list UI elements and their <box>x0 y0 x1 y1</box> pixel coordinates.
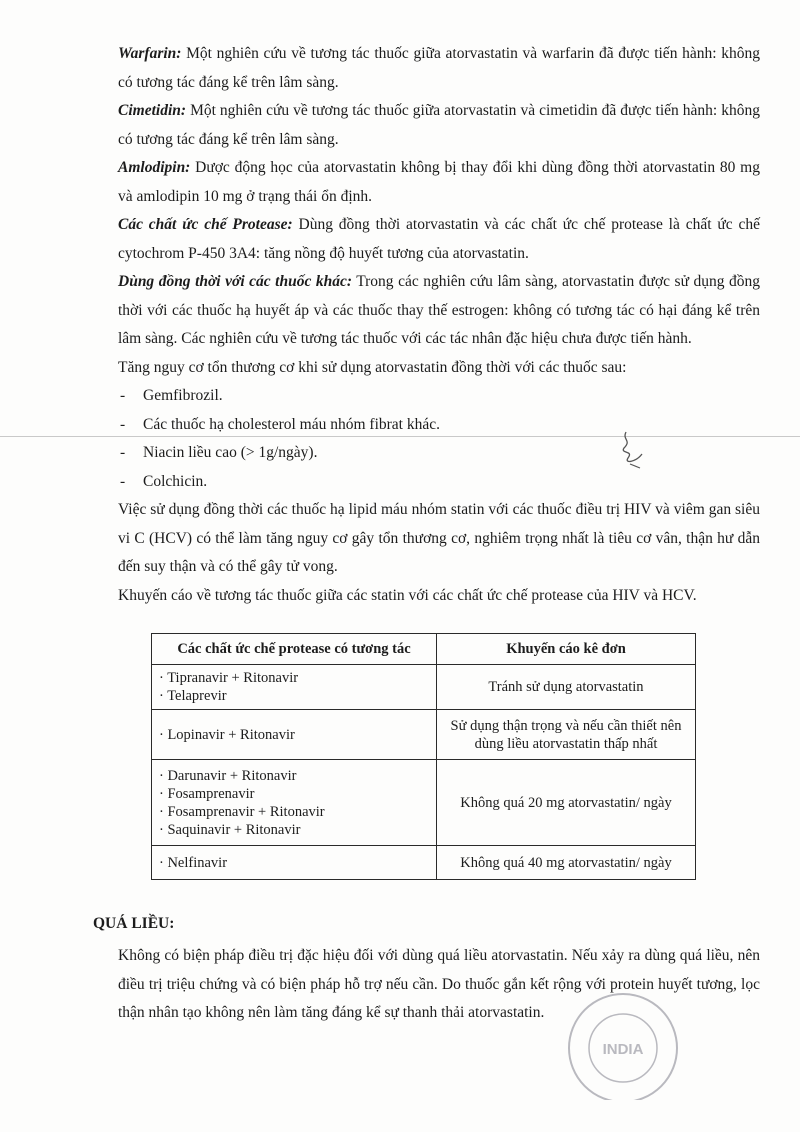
overdose-paragraph: Không có biện pháp điều trị đặc hiệu đối với dùng quá liều atorvastatin. Nếu xảy ra dùng quá liều, nên điều trị triệu chứng và có biện pháp hỗ trợ nếu cần. Do thuốc gắn kết rộng với protein huyết tương, lọc thận nhân tạo không nên làm tăng đáng kể sự thanh thải atorvastatin. <box>118 947 760 1021</box>
risk-intro: Tăng nguy cơ tổn thương cơ khi sử dụng atorvastatin đồng thời với các thuốc sau: <box>118 358 627 376</box>
list-item: - Gemfibrozil. <box>118 382 760 411</box>
advice-cell: Sử dụng thận trọng và nếu cần thiết nên dùng liều atorvastatin thấp nhất <box>437 710 696 760</box>
interactions-section <box>118 40 760 610</box>
drug-cell: · Nelfinavir <box>152 846 437 880</box>
advice-cell: Không quá 20 mg atorvastatin/ ngày <box>437 760 696 846</box>
col-header-inhibitors: Các chất ức chế protease có tương tác <box>152 634 437 665</box>
interaction-cimetidin: Cimetidin: Một nghiên cứu về tương tác thuốc giữa atorvastatin và cimetidin đã được tiến hành: không có tương tác đáng kể trên lâm sàng. <box>118 102 760 148</box>
overdose-heading: QUÁ LIỀU: <box>93 915 175 932</box>
col-header-advice: Khuyến cáo kê đơn <box>437 634 696 665</box>
protease-interaction-table <box>151 633 696 880</box>
risk-list <box>118 382 760 496</box>
table-header-row <box>152 634 696 665</box>
advice-cell: Tránh sử dụng atorvastatin <box>437 665 696 710</box>
table-row <box>152 710 696 760</box>
handwritten-initials <box>612 428 652 470</box>
drug-cell: · Tipranavir + Ritonavir · Telaprevir <box>152 665 437 710</box>
table-row <box>152 665 696 710</box>
interaction-other-drugs: Dùng đồng thời với các thuốc khác: Trong các nghiên cứu lâm sàng, atorvastatin được sử dụng đồng thời với các thuốc hạ huyết áp và các thuốc thay thế estrogen: không có tương tác có hại đáng kể trên lâm sàng. Các nghiên cứu về tương tác thuốc với các tác nhân đặc hiệu chưa được tiến hành. <box>118 273 760 347</box>
table-caption: Khuyến cáo về tương tác thuốc giữa các statin với các chất ức chế protease của HIV và HCV. <box>118 586 697 604</box>
table-row <box>152 846 696 880</box>
interaction-warfarin: Warfarin: Một nghiên cứu về tương tác thuốc giữa atorvastatin và warfarin đã được tiến hành: không có tương tác đáng kể trên lâm sàng. <box>118 45 760 91</box>
stamp-text: INDIA <box>602 1041 644 1058</box>
interaction-protease: Các chất ức chế Protease: Dùng đồng thời atorvastatin và các chất ức chế protease là chất ức chế cytochrom P-450 3A4: tăng nồng độ huyết tương của atorvastatin. <box>118 216 760 262</box>
drug-cell: · Darunavir + Ritonavir · Fosamprenavir · Fosamprenavir + Ritonavir · Saquinavir + Ritonavir <box>152 760 437 846</box>
company-stamp <box>548 990 688 1100</box>
table-row <box>152 760 696 846</box>
hiv-paragraph: Việc sử dụng đồng thời các thuốc hạ lipid máu nhóm statin với các thuốc điều trị HIV và viêm gan siêu vi C (HCV) có thể làm tăng nguy cơ gây tổn thương cơ, nghiêm trọng nhất là tiêu cơ vân, thận hư dẫn đến suy thận và có thể gây tử vong. <box>118 501 760 575</box>
interaction-amlodipin: Amlodipin: Dược động học của atorvastatin không bị thay đổi khi dùng đồng thời atorvastatin 80 mg và amlodipin 10 mg ở trạng thái ổn định. <box>118 159 760 205</box>
list-item: - Niacin liều cao (> 1g/ngày). <box>118 439 760 468</box>
drug-cell: · Lopinavir + Ritonavir <box>152 710 437 760</box>
advice-cell: Không quá 40 mg atorvastatin/ ngày <box>437 846 696 880</box>
list-item: - Colchicin. <box>118 468 760 497</box>
list-item: - Các thuốc hạ cholesterol máu nhóm fibrat khác. <box>118 411 760 440</box>
